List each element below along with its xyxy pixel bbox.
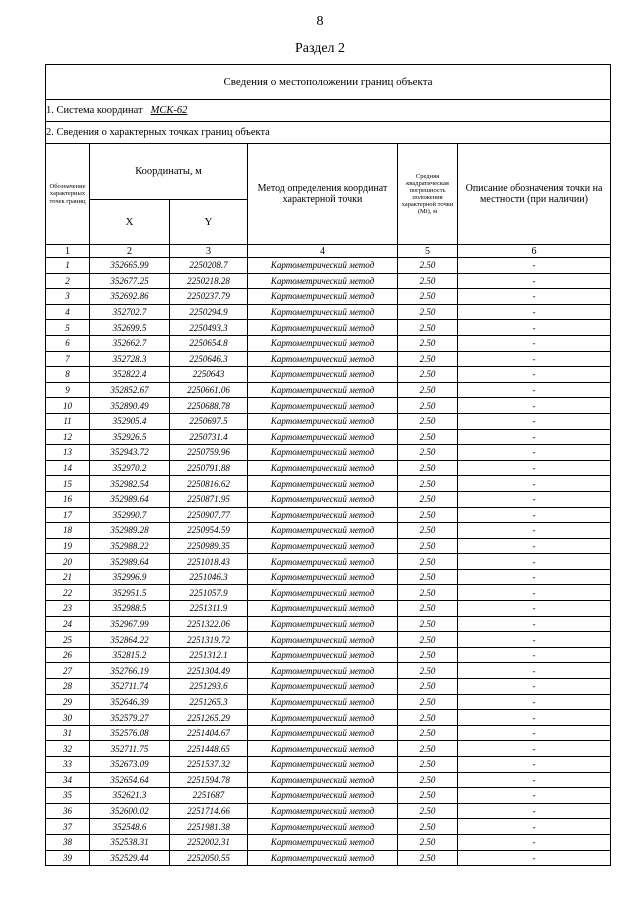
coord-y: 2251687 (170, 788, 248, 804)
coord-x: 352990.7 (90, 507, 170, 523)
coord-x: 352662.7 (90, 335, 170, 351)
error-cell: 2.50 (398, 601, 458, 617)
point-number: 19 (46, 538, 90, 554)
coord-x: 352576.08 (90, 725, 170, 741)
description-cell: - (458, 679, 611, 695)
error-cell: 2.50 (398, 554, 458, 570)
coord-x: 352967.99 (90, 616, 170, 632)
table-row (46, 258, 611, 274)
coord-x: 352621.3 (90, 788, 170, 804)
method-cell: Картометрический метод (248, 367, 398, 383)
column-number: 6 (458, 245, 611, 258)
method-cell: Картометрический метод (248, 460, 398, 476)
method-cell: Картометрический метод (248, 351, 398, 367)
table-row (46, 632, 611, 648)
coord-y: 2250791.88 (170, 460, 248, 476)
coord-y: 2251714.66 (170, 803, 248, 819)
description-cell: - (458, 351, 611, 367)
method-cell: Картометрический метод (248, 320, 398, 336)
table-row (46, 694, 611, 710)
point-number: 12 (46, 429, 90, 445)
table-row (46, 788, 611, 804)
description-cell: - (458, 538, 611, 554)
method-cell: Картометрический метод (248, 819, 398, 835)
method-cell: Картометрический метод (248, 710, 398, 726)
method-cell: Картометрический метод (248, 507, 398, 523)
method-cell: Картометрический метод (248, 429, 398, 445)
description-cell: - (458, 398, 611, 414)
coord-system-row (46, 100, 611, 122)
coord-x: 352692.86 (90, 289, 170, 305)
coord-x: 352699.5 (90, 320, 170, 336)
description-cell: - (458, 663, 611, 679)
error-cell: 2.50 (398, 507, 458, 523)
coord-y: 2251311.9 (170, 601, 248, 617)
table-row (46, 679, 611, 695)
error-cell: 2.50 (398, 632, 458, 648)
description-cell: - (458, 741, 611, 757)
coord-y: 2250688.78 (170, 398, 248, 414)
point-number: 25 (46, 632, 90, 648)
point-number: 8 (46, 367, 90, 383)
method-cell: Картометрический метод (248, 632, 398, 648)
table-row (46, 725, 611, 741)
table-row (46, 460, 611, 476)
method-cell: Картометрический метод (248, 491, 398, 507)
table-row (46, 491, 611, 507)
coord-x: 352665.99 (90, 258, 170, 274)
error-cell: 2.50 (398, 710, 458, 726)
error-cell: 2.50 (398, 663, 458, 679)
coord-y: 2251322.06 (170, 616, 248, 632)
header-method: Метод определения координат характерной точки (248, 144, 398, 245)
description-cell: - (458, 757, 611, 773)
coord-y: 2250218.28 (170, 273, 248, 289)
description-cell: - (458, 335, 611, 351)
points-section-label: 2. Сведения о характерных точках границ объекта (46, 122, 611, 144)
description-cell: - (458, 476, 611, 492)
point-number: 29 (46, 694, 90, 710)
column-number: 4 (248, 245, 398, 258)
coord-system-label: 1. Система координат (46, 105, 143, 116)
description-cell: - (458, 460, 611, 476)
point-number: 24 (46, 616, 90, 632)
description-cell: - (458, 819, 611, 835)
coord-y: 2250907.77 (170, 507, 248, 523)
table-row (46, 351, 611, 367)
coord-x: 352926.5 (90, 429, 170, 445)
table-row (46, 304, 611, 320)
boundary-points-table (45, 64, 611, 866)
method-cell: Картометрический метод (248, 304, 398, 320)
error-cell: 2.50 (398, 304, 458, 320)
table-row (46, 398, 611, 414)
error-cell: 2.50 (398, 819, 458, 835)
point-number: 5 (46, 320, 90, 336)
method-cell: Картометрический метод (248, 398, 398, 414)
point-number: 30 (46, 710, 90, 726)
table-row (46, 413, 611, 429)
description-cell: - (458, 850, 611, 866)
coord-y: 2251594.78 (170, 772, 248, 788)
coord-x: 352905.4 (90, 413, 170, 429)
coord-y: 2251304.49 (170, 663, 248, 679)
error-cell: 2.50 (398, 679, 458, 695)
table-row (46, 382, 611, 398)
coord-y: 2250646.3 (170, 351, 248, 367)
method-cell: Картометрический метод (248, 725, 398, 741)
error-cell: 2.50 (398, 382, 458, 398)
point-number: 7 (46, 351, 90, 367)
method-cell: Картометрический метод (248, 601, 398, 617)
table-row (46, 601, 611, 617)
description-cell: - (458, 523, 611, 539)
table-row (46, 569, 611, 585)
point-number: 2 (46, 273, 90, 289)
table-row (46, 616, 611, 632)
method-cell: Картометрический метод (248, 382, 398, 398)
error-cell: 2.50 (398, 538, 458, 554)
description-cell: - (458, 725, 611, 741)
coord-x: 352654.64 (90, 772, 170, 788)
coord-x: 352529.44 (90, 850, 170, 866)
error-cell: 2.50 (398, 788, 458, 804)
error-cell: 2.50 (398, 320, 458, 336)
point-number: 10 (46, 398, 90, 414)
description-cell: - (458, 289, 611, 305)
point-number: 9 (46, 382, 90, 398)
description-cell: - (458, 258, 611, 274)
column-number: 3 (170, 245, 248, 258)
description-cell: - (458, 772, 611, 788)
point-number: 1 (46, 258, 90, 274)
coord-x: 352970.2 (90, 460, 170, 476)
coord-x: 352951.5 (90, 585, 170, 601)
point-number: 11 (46, 413, 90, 429)
table-row (46, 523, 611, 539)
point-number: 32 (46, 741, 90, 757)
coord-y: 2251448.65 (170, 741, 248, 757)
coord-y: 2251319.72 (170, 632, 248, 648)
method-cell: Картометрический метод (248, 569, 398, 585)
error-cell: 2.50 (398, 351, 458, 367)
coord-y: 2250731.4 (170, 429, 248, 445)
description-cell: - (458, 569, 611, 585)
table-row (46, 803, 611, 819)
description-cell: - (458, 601, 611, 617)
table-row (46, 367, 611, 383)
column-number: 1 (46, 245, 90, 258)
coord-x: 352711.74 (90, 679, 170, 695)
coord-x: 352702.7 (90, 304, 170, 320)
coord-y: 2251537.32 (170, 757, 248, 773)
point-number: 28 (46, 679, 90, 695)
error-cell: 2.50 (398, 585, 458, 601)
error-cell: 2.50 (398, 725, 458, 741)
table-row (46, 538, 611, 554)
coord-y: 2251046.3 (170, 569, 248, 585)
coord-y: 2250654.8 (170, 335, 248, 351)
description-cell: - (458, 710, 611, 726)
error-cell: 2.50 (398, 258, 458, 274)
section-title: Раздел 2 (294, 41, 346, 56)
coord-x: 352728.3 (90, 351, 170, 367)
coord-y: 2250871.95 (170, 491, 248, 507)
method-cell: Картометрический метод (248, 757, 398, 773)
point-number: 33 (46, 757, 90, 773)
table-row (46, 710, 611, 726)
coord-y: 2251018.43 (170, 554, 248, 570)
table-row (46, 273, 611, 289)
error-cell: 2.50 (398, 413, 458, 429)
table-row (46, 476, 611, 492)
coord-y: 2250989.35 (170, 538, 248, 554)
coord-x: 352988.22 (90, 538, 170, 554)
method-cell: Картометрический метод (248, 647, 398, 663)
description-cell: - (458, 694, 611, 710)
description-cell: - (458, 382, 611, 398)
point-number: 23 (46, 601, 90, 617)
method-cell: Картометрический метод (248, 554, 398, 570)
coord-y: 2250643 (170, 367, 248, 383)
header-description: Описание обозначения точки на местности (при наличии) (458, 144, 611, 245)
coord-x: 352673.09 (90, 757, 170, 773)
method-cell: Картометрический метод (248, 694, 398, 710)
method-cell: Картометрический метод (248, 445, 398, 461)
method-cell: Картометрический метод (248, 788, 398, 804)
error-cell: 2.50 (398, 335, 458, 351)
description-cell: - (458, 616, 611, 632)
error-cell: 2.50 (398, 491, 458, 507)
header-point-name: Обозначение характерных точек границ (46, 144, 90, 245)
point-number: 31 (46, 725, 90, 741)
table-row (46, 554, 611, 570)
table-row (46, 585, 611, 601)
point-number: 16 (46, 491, 90, 507)
coord-y: 2252002.31 (170, 834, 248, 850)
method-cell: Картометрический метод (248, 273, 398, 289)
table-row (46, 819, 611, 835)
description-cell: - (458, 413, 611, 429)
error-cell: 2.50 (398, 741, 458, 757)
table-title: Сведения о местоположении границ объекта (46, 65, 611, 100)
description-cell: - (458, 429, 611, 445)
header-coordinates: Координаты, м (90, 144, 248, 200)
error-cell: 2.50 (398, 367, 458, 383)
error-cell: 2.50 (398, 569, 458, 585)
method-cell: Картометрический метод (248, 616, 398, 632)
description-cell: - (458, 273, 611, 289)
coord-y: 2250759.96 (170, 445, 248, 461)
method-cell: Картометрический метод (248, 335, 398, 351)
error-cell: 2.50 (398, 834, 458, 850)
description-cell: - (458, 445, 611, 461)
coord-x: 352943.72 (90, 445, 170, 461)
error-cell: 2.50 (398, 476, 458, 492)
coord-x: 352982.54 (90, 476, 170, 492)
point-number: 22 (46, 585, 90, 601)
coord-y: 2251981.38 (170, 819, 248, 835)
error-cell: 2.50 (398, 289, 458, 305)
coord-y: 2250816.62 (170, 476, 248, 492)
coord-x: 352989.28 (90, 523, 170, 539)
method-cell: Картометрический метод (248, 413, 398, 429)
method-cell: Картометрический метод (248, 741, 398, 757)
coord-y: 2251293.6 (170, 679, 248, 695)
coord-x: 352890.49 (90, 398, 170, 414)
method-cell: Картометрический метод (248, 663, 398, 679)
error-cell: 2.50 (398, 429, 458, 445)
page-number: 8 (316, 14, 324, 29)
error-cell: 2.50 (398, 772, 458, 788)
header-y: Y (170, 199, 248, 244)
point-number: 4 (46, 304, 90, 320)
point-number: 37 (46, 819, 90, 835)
point-number: 35 (46, 788, 90, 804)
error-cell: 2.50 (398, 803, 458, 819)
error-cell: 2.50 (398, 616, 458, 632)
column-number: 2 (90, 245, 170, 258)
method-cell: Картометрический метод (248, 523, 398, 539)
header-error: Средняя квадратическая погрешность положения характерной точки (Мt), м (398, 144, 458, 245)
point-number: 21 (46, 569, 90, 585)
coord-y: 2251057.9 (170, 585, 248, 601)
error-cell: 2.50 (398, 273, 458, 289)
description-cell: - (458, 507, 611, 523)
coord-y: 2250661.06 (170, 382, 248, 398)
column-number: 5 (398, 245, 458, 258)
coord-x: 352815.2 (90, 647, 170, 663)
points-body (46, 258, 611, 866)
coord-x: 352766.19 (90, 663, 170, 679)
description-cell: - (458, 788, 611, 804)
coord-y: 2250294.9 (170, 304, 248, 320)
method-cell: Картометрический метод (248, 585, 398, 601)
coord-y: 2250237.79 (170, 289, 248, 305)
description-cell: - (458, 647, 611, 663)
table-row (46, 335, 611, 351)
point-number: 27 (46, 663, 90, 679)
error-cell: 2.50 (398, 460, 458, 476)
point-number: 6 (46, 335, 90, 351)
method-cell: Картометрический метод (248, 289, 398, 305)
coord-system-value: МСК-62 (150, 105, 188, 116)
point-number: 14 (46, 460, 90, 476)
description-cell: - (458, 304, 611, 320)
coord-x: 352852.67 (90, 382, 170, 398)
point-number: 20 (46, 554, 90, 570)
description-cell: - (458, 803, 611, 819)
error-cell: 2.50 (398, 757, 458, 773)
point-number: 36 (46, 803, 90, 819)
coord-y: 2251404.67 (170, 725, 248, 741)
table-row (46, 772, 611, 788)
coord-x: 352579.27 (90, 710, 170, 726)
point-number: 38 (46, 834, 90, 850)
point-number: 17 (46, 507, 90, 523)
error-cell: 2.50 (398, 445, 458, 461)
coord-x: 352548.6 (90, 819, 170, 835)
error-cell: 2.50 (398, 850, 458, 866)
coord-y: 2251312.1 (170, 647, 248, 663)
error-cell: 2.50 (398, 694, 458, 710)
description-cell: - (458, 320, 611, 336)
description-cell: - (458, 834, 611, 850)
point-number: 34 (46, 772, 90, 788)
table-row (46, 850, 611, 866)
table-row (46, 757, 611, 773)
coord-y: 2251265.29 (170, 710, 248, 726)
point-number: 18 (46, 523, 90, 539)
point-number: 3 (46, 289, 90, 305)
coord-x: 352989.64 (90, 491, 170, 507)
table-row (46, 320, 611, 336)
table-row (46, 289, 611, 305)
coord-x: 352989.64 (90, 554, 170, 570)
point-number: 39 (46, 850, 90, 866)
coord-x: 352711.75 (90, 741, 170, 757)
error-cell: 2.50 (398, 647, 458, 663)
coord-x: 352677.25 (90, 273, 170, 289)
header-x: X (90, 199, 170, 244)
table-row (46, 834, 611, 850)
table-row (46, 741, 611, 757)
description-cell: - (458, 585, 611, 601)
method-cell: Картометрический метод (248, 476, 398, 492)
point-number: 26 (46, 647, 90, 663)
table-row (46, 663, 611, 679)
table-row (46, 429, 611, 445)
coord-x: 352864.22 (90, 632, 170, 648)
coord-x: 352988.5 (90, 601, 170, 617)
coord-x: 352822.4 (90, 367, 170, 383)
description-cell: - (458, 491, 611, 507)
method-cell: Картометрический метод (248, 772, 398, 788)
coord-x: 352538.31 (90, 834, 170, 850)
method-cell: Картометрический метод (248, 834, 398, 850)
coord-y: 2250493.3 (170, 320, 248, 336)
coord-x: 352646.39 (90, 694, 170, 710)
method-cell: Картометрический метод (248, 538, 398, 554)
description-cell: - (458, 367, 611, 383)
method-cell: Картометрический метод (248, 850, 398, 866)
coord-y: 2251265.3 (170, 694, 248, 710)
table-row (46, 647, 611, 663)
description-cell: - (458, 632, 611, 648)
description-cell: - (458, 554, 611, 570)
coord-y: 2250208.7 (170, 258, 248, 274)
coord-x: 352996.9 (90, 569, 170, 585)
table-row (46, 445, 611, 461)
point-number: 15 (46, 476, 90, 492)
error-cell: 2.50 (398, 398, 458, 414)
coord-y: 2250697.5 (170, 413, 248, 429)
table-row (46, 507, 611, 523)
coord-y: 2250954.59 (170, 523, 248, 539)
coord-x: 352600.02 (90, 803, 170, 819)
method-cell: Картометрический метод (248, 803, 398, 819)
coord-y: 2252050.55 (170, 850, 248, 866)
column-numbers-row (46, 245, 611, 258)
point-number: 13 (46, 445, 90, 461)
error-cell: 2.50 (398, 523, 458, 539)
method-cell: Картометрический метод (248, 679, 398, 695)
method-cell: Картометрический метод (248, 258, 398, 274)
